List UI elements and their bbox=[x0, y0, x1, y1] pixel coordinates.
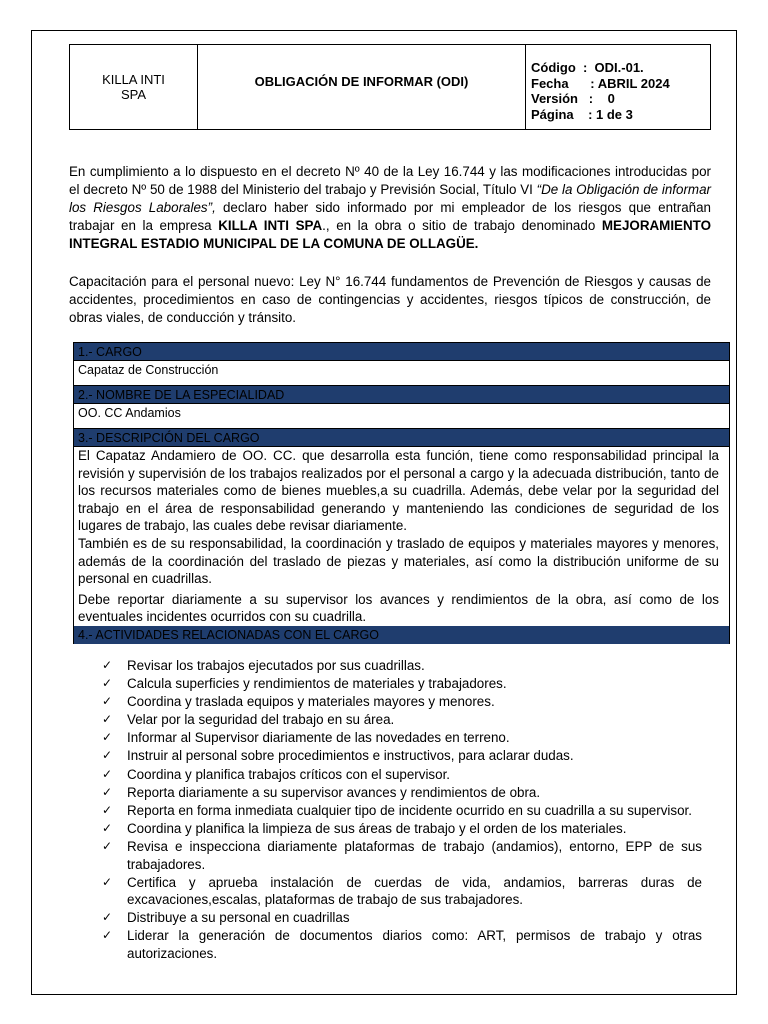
activity-text: Instruir al personal sobre procedimientos e instructivos, para aclarar dudas. bbox=[127, 748, 574, 764]
list-item bbox=[102, 711, 702, 729]
company-line-1: KILLA INTI bbox=[102, 72, 165, 87]
list-item bbox=[102, 909, 702, 927]
checkmark-icon: ✓ bbox=[102, 928, 113, 943]
company-line-2: SPA bbox=[120, 87, 147, 102]
document-title: OBLIGACIÓN DE INFORMAR (ODI) bbox=[198, 45, 526, 129]
intro-company: KILLA INTI SPA bbox=[218, 218, 323, 233]
checkmark-icon: ✓ bbox=[102, 910, 113, 925]
meta-row-codigo bbox=[531, 60, 710, 76]
activity-text: Revisa e inspecciona diariamente plataformas de trabajo (andamios), entorno, EPP de sus trabajadores. bbox=[127, 838, 702, 872]
job-details-table bbox=[73, 342, 730, 644]
intro-text-c: ., en la obra o sitio de trabajo denominado bbox=[322, 218, 602, 233]
list-item bbox=[102, 657, 702, 675]
checkmark-icon: ✓ bbox=[102, 712, 113, 727]
descripcion-paragraph-3: Debe reportar diariamente a su supervisor los avances y rendimientos de la obra, así como de los eventuales incidentes ocurridos con su cuadrilla. bbox=[78, 591, 719, 625]
company-name bbox=[70, 45, 198, 129]
list-item bbox=[102, 784, 702, 802]
section-especialidad-value: OO. CC Andamios bbox=[74, 404, 729, 429]
checkmark-icon: ✓ bbox=[102, 730, 113, 745]
checkmark-icon: ✓ bbox=[102, 766, 113, 781]
list-item bbox=[102, 675, 702, 693]
activities-list bbox=[102, 657, 702, 963]
checkmark-icon: ✓ bbox=[102, 676, 113, 691]
meta-value: : 0 bbox=[577, 91, 615, 106]
list-item bbox=[102, 820, 702, 838]
list-item bbox=[102, 802, 702, 820]
checkmark-icon: ✓ bbox=[102, 838, 113, 853]
document-meta bbox=[526, 45, 710, 129]
intro-text-a: En cumplimiento a lo dispuesto en el decreto Nº 40 de la Ley 16.744 y las modificaciones introducidas por el decreto Nº 50 de 1988 del Ministerio del trabajo y Previsión Social, Título VI bbox=[69, 164, 711, 197]
meta-label: Fecha bbox=[531, 75, 569, 91]
list-item bbox=[102, 729, 702, 747]
section-cargo-header: 1.- CARGO bbox=[74, 343, 729, 361]
intro-paragraph-2: Capacitación para el personal nuevo: Ley N° 16.744 fundamentos de Prevención de Riesgos y causas de accidentes, procedimientos en caso de contingencias y accidentes, riesgos típicos de construcción, de obras viales, de conducción y tránsito. bbox=[69, 274, 711, 325]
meta-value: : 1 de 3 bbox=[573, 106, 633, 122]
checkmark-icon: ✓ bbox=[102, 658, 113, 672]
meta-label: Versión bbox=[531, 91, 578, 106]
checkmark-icon: ✓ bbox=[102, 694, 113, 709]
activity-text: Velar por la seguridad del trabajo en su área. bbox=[127, 712, 395, 728]
intro-text bbox=[69, 163, 711, 327]
meta-row-fecha bbox=[531, 76, 710, 92]
activity-text: Coordina y planifica la limpieza de sus áreas de trabajo y el orden de los materiales. bbox=[127, 820, 627, 836]
section-descripcion-header: 3.- DESCRIPCIÓN DEL CARGO bbox=[74, 429, 729, 447]
intro-paragraph-1 bbox=[69, 163, 711, 253]
section-cargo-value: Capataz de Construcción bbox=[74, 361, 729, 386]
meta-label: Código bbox=[531, 60, 576, 75]
meta-value: : ABRIL 2024 bbox=[568, 75, 670, 91]
intro-project-name: MEJORAMIENTO INTEGRAL ESTADIO MUNICIPAL DE LA COMUNA DE OLLAGÜE. bbox=[69, 218, 711, 251]
activity-text: Reporta en forma inmediata cualquier tipo de incidente ocurrido en su cuadrilla a su supervisor. bbox=[127, 802, 692, 818]
checkmark-icon: ✓ bbox=[102, 802, 113, 817]
activity-text: Reporta diariamente a su supervisor avances y rendimientos de obra. bbox=[127, 784, 541, 800]
checkmark-icon: ✓ bbox=[102, 820, 113, 835]
descripcion-paragraph-2: También es de su responsabilidad, la coordinación y traslado de equipos y materiales mayores y menores, además de la coordinación del traslado de piezas y materiales, así como la distribución uniforme de su personal en cuadrillas. bbox=[78, 535, 719, 587]
meta-row-pagina bbox=[531, 107, 710, 123]
checkmark-icon: ✓ bbox=[102, 874, 113, 889]
intro-text-b: declaro haber sido informado por mi empleador de los riesgos que entrañan trabajar en la empresa bbox=[69, 200, 711, 233]
activity-text: Coordina y planifica trabajos críticos con el supervisor. bbox=[127, 766, 451, 782]
activity-text: Coordina y traslada equipos y materiales mayores y menores. bbox=[127, 694, 495, 710]
list-item bbox=[102, 838, 702, 873]
activity-text: Informar al Supervisor diariamente de las novedades en terreno. bbox=[127, 730, 510, 746]
list-item bbox=[102, 693, 702, 711]
activity-text: Calcula superficies y rendimientos de materiales y trabajadores. bbox=[127, 676, 507, 692]
activity-text: Liderar la generación de documentos diarios como: ART, permisos de trabajo y otras autorizaciones. bbox=[127, 928, 702, 961]
section-descripcion-body bbox=[74, 447, 729, 626]
checkmark-icon: ✓ bbox=[102, 748, 113, 763]
section-actividades-header: 4.- ACTIVIDADES RELACIONADAS CON EL CARGO bbox=[74, 626, 729, 644]
activity-text: Revisar los trabajos ejecutados por sus cuadrillas. bbox=[127, 658, 425, 673]
meta-value: : ODI.-01. bbox=[575, 60, 644, 75]
descripcion-paragraph-1: El Capataz Andamiero de OO. CC. que desarrolla esta función, tiene como responsabilidad principal la revisión y supervisión de los trabajos realizados por el personal a cargo y la adecuada distribución, tanto de los recursos materiales como de bienes muebles,a su cuadrilla. Además, debe velar por la seguridad del trabajo en el área de responsabilidad generando y manteniendo las condiciones de seguridad de los lugares de trabajo, las cuales debe revisar diariamente. bbox=[78, 448, 719, 534]
activity-text: Distribuye a su personal en cuadrillas bbox=[127, 910, 350, 926]
list-item bbox=[102, 747, 702, 765]
document-header bbox=[69, 44, 711, 130]
section-especialidad-header: 2.- NOMBRE DE LA ESPECIALIDAD bbox=[74, 386, 729, 404]
meta-row-version bbox=[531, 91, 710, 107]
activity-text: Certifica y aprueba instalación de cuerdas de vida, andamios, barreras duras de excavaciones,escalas, plataformas de trabajo de sus trabajadores. bbox=[127, 874, 702, 908]
list-item bbox=[102, 766, 702, 784]
meta-label: Página bbox=[531, 106, 574, 122]
checkmark-icon: ✓ bbox=[102, 784, 113, 799]
intro-italic-title: “De la Obligación de informar los Riesgos Laborales”, bbox=[69, 182, 711, 215]
list-item bbox=[102, 874, 702, 909]
list-item bbox=[102, 927, 702, 962]
